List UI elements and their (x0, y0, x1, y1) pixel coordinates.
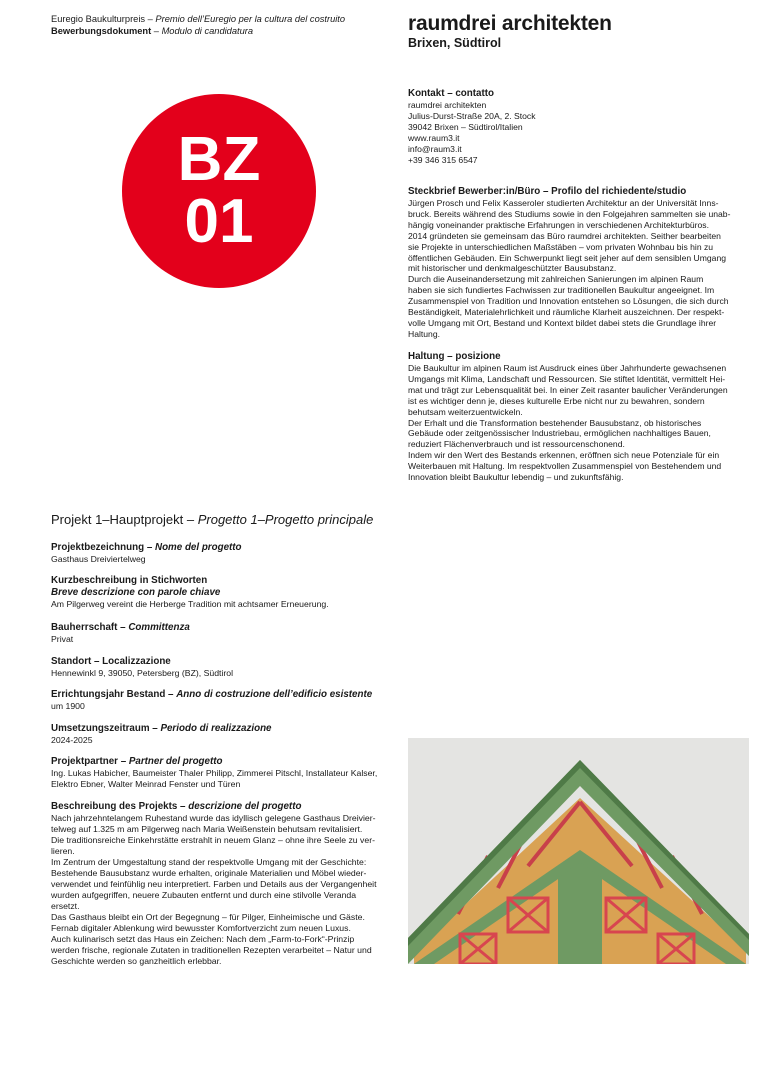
contact-city: 39042 Brixen – Südtirol/Italien (408, 121, 523, 132)
project-keywords-value: Am Pilgerweg vereint die Herberge Tradition mit achtsamer Erneuerung. (51, 599, 329, 609)
project-description-line: ersetzt. (51, 901, 80, 911)
badge-line-2: 01 (184, 187, 254, 256)
stance-line: Indem wir den Wert des Bestands erkennen, eröffnen sich neue Potenziale für ein (408, 450, 720, 461)
project-location-label: Standort – Localizzazione (51, 656, 171, 667)
project-heading-block (51, 512, 396, 528)
project-photo (408, 738, 749, 964)
profile-line: Zusammenspiel von Tradition und Innovation entstehen so Lösungen, die sich durch (408, 296, 729, 307)
firm-block (408, 11, 748, 51)
project-description-line: telweg auf 1.325 m am Pilgerweg nach Maria Weißenstein behutsam revitalisiert. (51, 824, 363, 834)
stance-section (408, 351, 748, 483)
stance-line: reduziert Flächenverbrauch und ist ressourcenschonend. (408, 439, 625, 450)
stance-line: ist es wichtiger denn je, dieses kulturelle Erbe nicht nur zu bewahren, sondern (408, 395, 705, 406)
project-description-line: Das Gasthaus bleibt ein Ort der Begegnung – für Pilger, Einheimische und Gäste. (51, 912, 365, 922)
project-description-line: Im Zentrum der Umgestaltung stand der respektvolle Umgang mit der Geschichte: (51, 857, 367, 867)
project-description-label: Beschreibung des Projekts – descrizione del progetto (51, 801, 302, 812)
photo-corner-post (558, 862, 602, 964)
project-description-line: Fernab digitaler Ablenkung wird bewusster Komfortverzicht zum neuen Luxus. (51, 923, 351, 933)
profile-line: sie Projekte in unterschiedlichen Maßstäben – vom privaten Wohnbau bis hin zu (408, 241, 714, 252)
stance-line: Umgangs mit Klima, Landschaft und Ressourcen. Sie stiftet Identität, vermittelt Hei- (408, 373, 726, 384)
header-line-2: Bewerbungsdokument – Modulo di candidatura (51, 26, 254, 36)
project-description-line: werden frische, regionale Zutaten in traditionellen Rezepten verarbeitet – Natur und (51, 945, 372, 955)
profile-line: Haltung. (408, 328, 441, 339)
profile-line: mit historischer und denkmalgeschützter Bausubstanz. (408, 263, 617, 274)
project-location-field (51, 656, 396, 679)
profile-section (408, 186, 748, 340)
project-keywords-label-de: Kurzbeschreibung in Stichworten (51, 575, 208, 586)
project-client-field (51, 622, 396, 645)
project-keywords-label-it: Breve descrizione con parole chiave (51, 587, 221, 598)
profile-line: Jürgen Prosch und Felix Kasseroler studierten Architektur an der Universität Inns- (408, 198, 719, 208)
stance-line: behutsam weiterzuentwickeln. (408, 406, 523, 417)
project-keywords-field (51, 575, 396, 610)
project-description-line: verwendet und feinfühlig neu interpretiert. Farben und Details aus der Vergangenheit (51, 879, 377, 889)
project-year-label: Errichtungsjahr Bestand – Anno di costruzione dell’edificio esistente (51, 689, 373, 700)
project-heading: Projekt 1–Hauptprojekt – Progetto 1–Progetto principale (51, 512, 374, 527)
project-partner-line: Ing. Lukas Habicher, Baumeister Thaler Philipp, Zimmerei Pitschl, Installateur Kalser, (51, 768, 378, 778)
badge-line-1: BZ (177, 125, 261, 194)
document-header (51, 13, 381, 37)
contact-phone: +39 346 315 6547 (408, 154, 478, 165)
project-partner-field (51, 756, 396, 790)
profile-line: haben sie sich fundiertes Fachwissen zur traditionellen Baukultur angeeignet. Im (408, 285, 715, 296)
project-description-line: wurden aufgegriffen, neuere Zubauten entfernt und durch eine stilvolle Veranda (51, 890, 357, 900)
profile-line: öffentlichen Gebäuden. Ein Schwerpunkt liegt seit jeher auf dem sensiblen Umgang (408, 252, 727, 263)
project-partner-label: Projektpartner – Partner del progetto (51, 756, 223, 767)
profile-line: 2014 gründeten sie gemeinsam das Büro raumdrei architekten. Seither bearbeiten (408, 230, 721, 241)
project-name-label: Projektbezeichnung – Nome del progetto (51, 542, 242, 553)
project-year-value: um 1900 (51, 701, 85, 711)
project-location-value: Hennewinkl 9, 39050, Petersberg (BZ), Südtirol (51, 668, 234, 678)
project-name-value: Gasthaus Dreiviertelweg (51, 554, 146, 564)
contact-heading: Kontakt – contatto (408, 88, 494, 99)
project-period-label: Umsetzungszeitraum – Periodo di realizzazione (51, 723, 272, 734)
badge-circle (122, 94, 316, 288)
stance-heading: Haltung – posizione (408, 351, 501, 362)
stance-line: Der Erhalt und die Transformation bestehender Bausubstanz, ob historisches (408, 417, 702, 428)
profile-line: hängig voneinander praktische Erfahrungen in verschiedenen Architekturbüros. (408, 219, 709, 230)
project-year-field (51, 689, 396, 712)
project-description-line: Nach jahrzehntelangem Ruhestand wurde das idyllisch gelegene Gasthaus Dreivier- (51, 813, 376, 823)
contact-name: raumdrei architekten (408, 100, 487, 110)
project-description-line: Bestehende Bausubstanz wurde erhalten, originale Materialien und Möbel wieder- (51, 868, 367, 878)
header-line-1: Euregio Baukulturpreis – Premio dell’Euregio per la cultura del costruito (51, 14, 346, 24)
profile-line: bruck. Bereits während des Studiums sowie in den Folgejahren sammelten sie unab- (408, 208, 731, 219)
stance-line: Weiterbauen mit Haltung. Im respektvollen Zusammenspiel von Bestehendem und (408, 461, 722, 472)
stance-line: mat und trägt zur Lebensqualität bei. In einer Zeit rasanter baulicher Veränderungen (408, 384, 728, 395)
project-description-field (51, 801, 396, 967)
contact-street: Julius-Durst-Straße 20A, 2. Stock (408, 110, 536, 121)
project-description-line: Geschichte werden so ganzheitlich erlebbar. (51, 956, 222, 966)
profile-line: Beständigkeit, Materialehrlichkeit und räumliche Klarheit auszeichnen. Der respekt- (408, 307, 725, 318)
firm-city: Brixen, Südtirol (408, 36, 502, 50)
stance-line: Innovation bleibt Baukultur lebendig – und zukunftsfähig. (408, 472, 624, 483)
project-name-field (51, 542, 396, 565)
contact-email: info@raum3.it (408, 143, 462, 154)
project-partner-line: Elektro Ebner, Walter Meinrad Fenster und Türen (51, 779, 241, 789)
project-client-value: Privat (51, 634, 74, 644)
contact-website: www.raum3.it (408, 132, 460, 143)
stance-line: Die Baukultur im alpinen Raum ist Ausdruck eines über Jahrhunderte gewachsenen (408, 363, 727, 373)
roof-gable-illustration (408, 738, 749, 964)
stance-line: Gebäude oder zeitgenössischer Industriebau, ermöglichen nachhaltiges Bauen, (408, 428, 711, 439)
project-period-field (51, 723, 396, 746)
profile-heading: Steckbrief Bewerber:in/Büro – Profilo del richiedente/studio (408, 186, 687, 197)
project-period-value: 2024-2025 (51, 735, 93, 745)
firm-name: raumdrei architekten (408, 12, 612, 35)
project-description-line: Die traditionsreiche Einkehrstätte erstrahlt in neuem Glanz – ohne ihre Seele zu ver- (51, 835, 376, 845)
profile-line: Durch die Auseinandersetzung mit zahlreichen Sanierungen im alpinen Raum (408, 274, 704, 285)
project-client-label: Bauherrschaft – Committenza (51, 622, 190, 633)
project-description-line: Auch kulinarisch setzt das Haus ein Zeichen: Nach dem „Farm-to-Fork“-Prinzip (51, 934, 355, 944)
contact-section (408, 88, 748, 165)
project-description-line: lieren. (51, 846, 75, 856)
profile-line: volle Umgang mit Ort, Bestand und Kontext bildet dabei stets die Grundlage ihrer (408, 317, 717, 328)
